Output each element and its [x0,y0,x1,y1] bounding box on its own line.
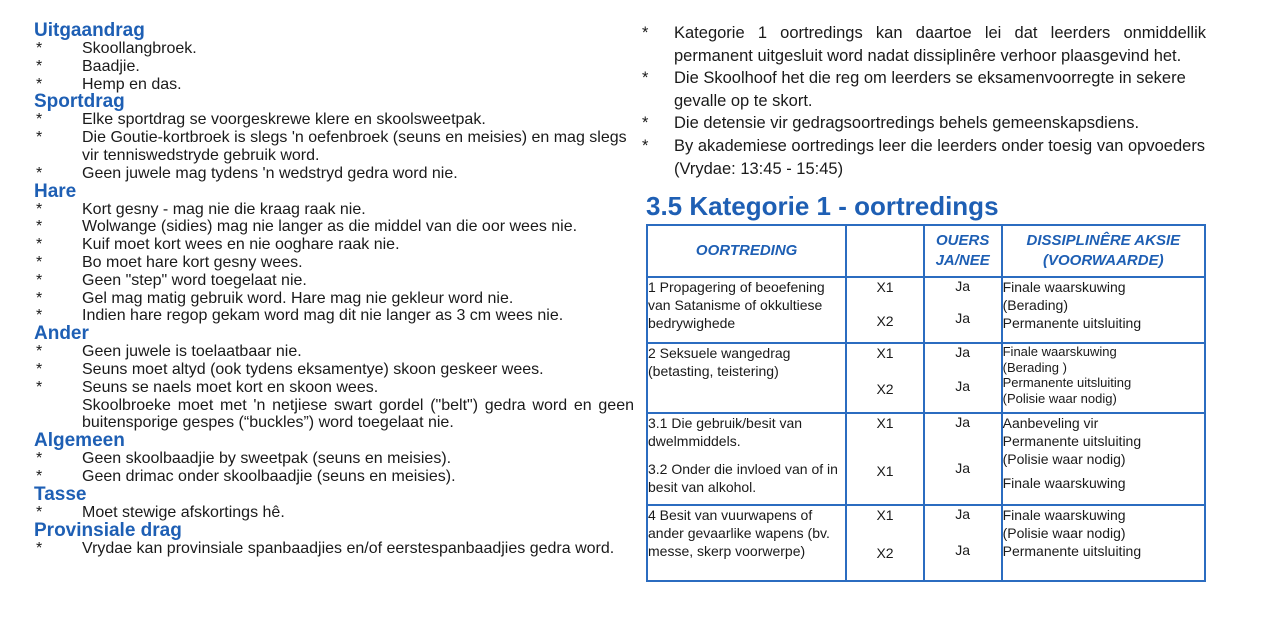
category-cell: X1 X2 [846,505,924,581]
section-heading-uitgaandrag: Uitgaandrag [34,20,145,41]
header-category [846,225,924,277]
action-cell: Finale waarskuwing (Berading ) Permanente uitsluiting (Polisie waar nodig) [1002,343,1205,413]
bullet-icon: * [36,57,43,75]
list-item: * Seuns se naels moet kort en skoon wees. [36,378,379,396]
list-item: * Bo moet hare kort gesny wees. [36,253,303,271]
section-heading-sportdrag: Sportdrag [34,91,125,113]
list-item: * Geen drimac onder skoolbaadjie (seuns en meisies). [36,467,456,485]
list-item: * Die Skoolhoof het die reg om leerders se eksamenvoorregte in sekere gevalle op te skort. [642,69,1186,110]
bullet-icon: * [642,24,649,42]
header-parents: OUERS JA/NEE [924,225,1002,277]
parents-cell: Ja Ja [924,505,1002,581]
bullet-icon: * [36,236,43,254]
list-item: * Geen juwele mag tydens 'n wedstryd gedra word nie. [36,164,458,182]
list-item: * Seuns moet altyd (ook tydens eksamentye) skoon geskeer wees. [36,360,544,378]
list-item: * Die Goutie-kortbroek is slegs 'n oefenbroek (seuns en meisies) en mag slegs vir tenniswedstryde gebruik word. [36,129,627,164]
action-cell: Aanbeveling vir Permanente uitsluiting (Polisie waar nodig) Finale waarskuwing [1002,413,1205,505]
right-column [640,22,1206,220]
list-item: * Geen skoolbaadjie by sweetpak (seuns en meisies). [36,450,452,468]
list-item: * Geen juwele is toelaatbaar nie. [36,343,302,361]
list-item: * Kort gesny - mag nie die kraag raak nie. [36,200,366,218]
list-item: * Skoollangbroek. [36,40,197,57]
bullet-icon: * [36,307,43,325]
bullet-icon: * [36,503,43,521]
bullet-icon: * [36,218,43,236]
section-heading-provinsiale-drag: Provinsiale drag [34,519,182,541]
list-item: * Die detensie vir gedragsoortredings behels gemeenskapsdiens. [640,112,1206,135]
table-header-row [647,225,1205,277]
action-cell: Finale waarskuwing (Polisie waar nodig) Permanente uitsluiting [1002,505,1205,581]
table-row [647,413,1205,505]
action-cell: Finale waarskuwing (Berading) Permanente uitsluiting [1002,277,1205,343]
bullet-icon: * [36,40,43,57]
bullet-icon: * [642,136,649,155]
category-cell: X1 X2 [846,343,924,413]
bullet-icon: * [36,343,43,361]
list-item: * Moet stewige afskortings hê. [36,503,285,521]
list-item: * Hemp en das. [36,75,182,93]
section-heading-algemeen: Algemeen [34,430,125,452]
bullet-icon: * [36,450,43,468]
section-heading-ander: Ander [34,323,89,345]
bullet-icon: * [36,467,43,485]
bullet-icon: * [36,289,43,307]
bullet-icon: * [36,200,43,218]
offence-cell: 3.1 Die gebruik/besit van dwelmmiddels. 3.2 Onder die invloed van of in besit van alkohol. [647,413,846,505]
list-item: * Indien hare regop gekam word mag dit nie langer as 3 cm wees nie. [36,307,564,325]
parents-cell: Ja Ja [924,343,1002,413]
section-heading-tasse: Tasse [34,483,87,505]
header-action: DISSIPLINÊRE AKSIE (VOORWAARDE) [1002,225,1205,277]
list-item: * Geen "step" word toegelaat nie. [36,271,307,289]
bullet-icon: * [36,75,43,93]
table-row [647,505,1205,581]
bullet-icon: * [36,253,43,271]
offence-cell: 2 Seksuele wangedrag (betasting, teistering) [647,343,846,413]
section-heading-hare: Hare [34,180,77,202]
bullet-icon: * [36,360,43,378]
offence-cell: 4 Besit van vuurwapens of ander gevaarlike wapens (bv. messe, skerp voorwerpe) [647,505,846,581]
list-item: * Wolwange (sidies) mag nie langer as die middel van die oor wees nie. [36,218,578,236]
table-row [647,277,1205,343]
bullet-icon: * [36,539,43,557]
bullet-icon: * [642,114,649,133]
parents-cell: Ja Ja [924,277,1002,343]
list-item: * By akademiese oortredings leer die leerders onder toesig van opvoeders (Vrydae: 13:45 - 15:45) [642,136,1206,178]
list-item: * Gel mag matig gebruik word. Hare mag nie gekleur word nie. [36,289,514,307]
list-item: * Vrydae kan provinsiale spanbaadjies en/of eerstespanbaadjies gedra word. [36,539,615,557]
bullet-icon: * [36,271,43,289]
section-title: 3.5 Kategorie 1 - oortredings [646,191,999,222]
category-cell: X1 X2 [846,277,924,343]
bullet-icon: * [36,111,43,129]
parents-cell: Ja Ja [924,413,1002,505]
list-item: * Baadjie. [36,57,140,75]
list-item: * Kategorie 1 oortredings kan daartoe lei dat leerders onmiddellik permanent uitgesluit word nadat dissiplinêre verhoor plaasgevind het. [642,24,1206,65]
bullet-icon: * [36,164,43,182]
header-offence: OORTREDING [647,225,846,277]
list-item: * Elke sportdrag se voorgeskrewe klere en skoolsweetpak. [36,111,486,129]
bullet-icon: * [36,129,43,147]
category-cell: X1 X1 [846,413,924,505]
bullet-icon: * [36,378,43,396]
category-1-offences-table [646,224,1206,582]
bullet-icon: * [642,69,649,88]
list-item: * Kuif moet kort wees en nie ooghare raak nie. [36,236,400,254]
belt-rule-text: Skoolbroeke moet met 'n netjiese swart gordel ("belt") gedra word en geen buitensporige gespes (“buckles”) word toegelaat nie. [82,396,634,432]
offence-cell: 1 Propagering of beoefening van Satanisme of okkultiese bedrywighede [647,277,846,343]
left-column [34,22,634,557]
table-row [647,343,1205,413]
